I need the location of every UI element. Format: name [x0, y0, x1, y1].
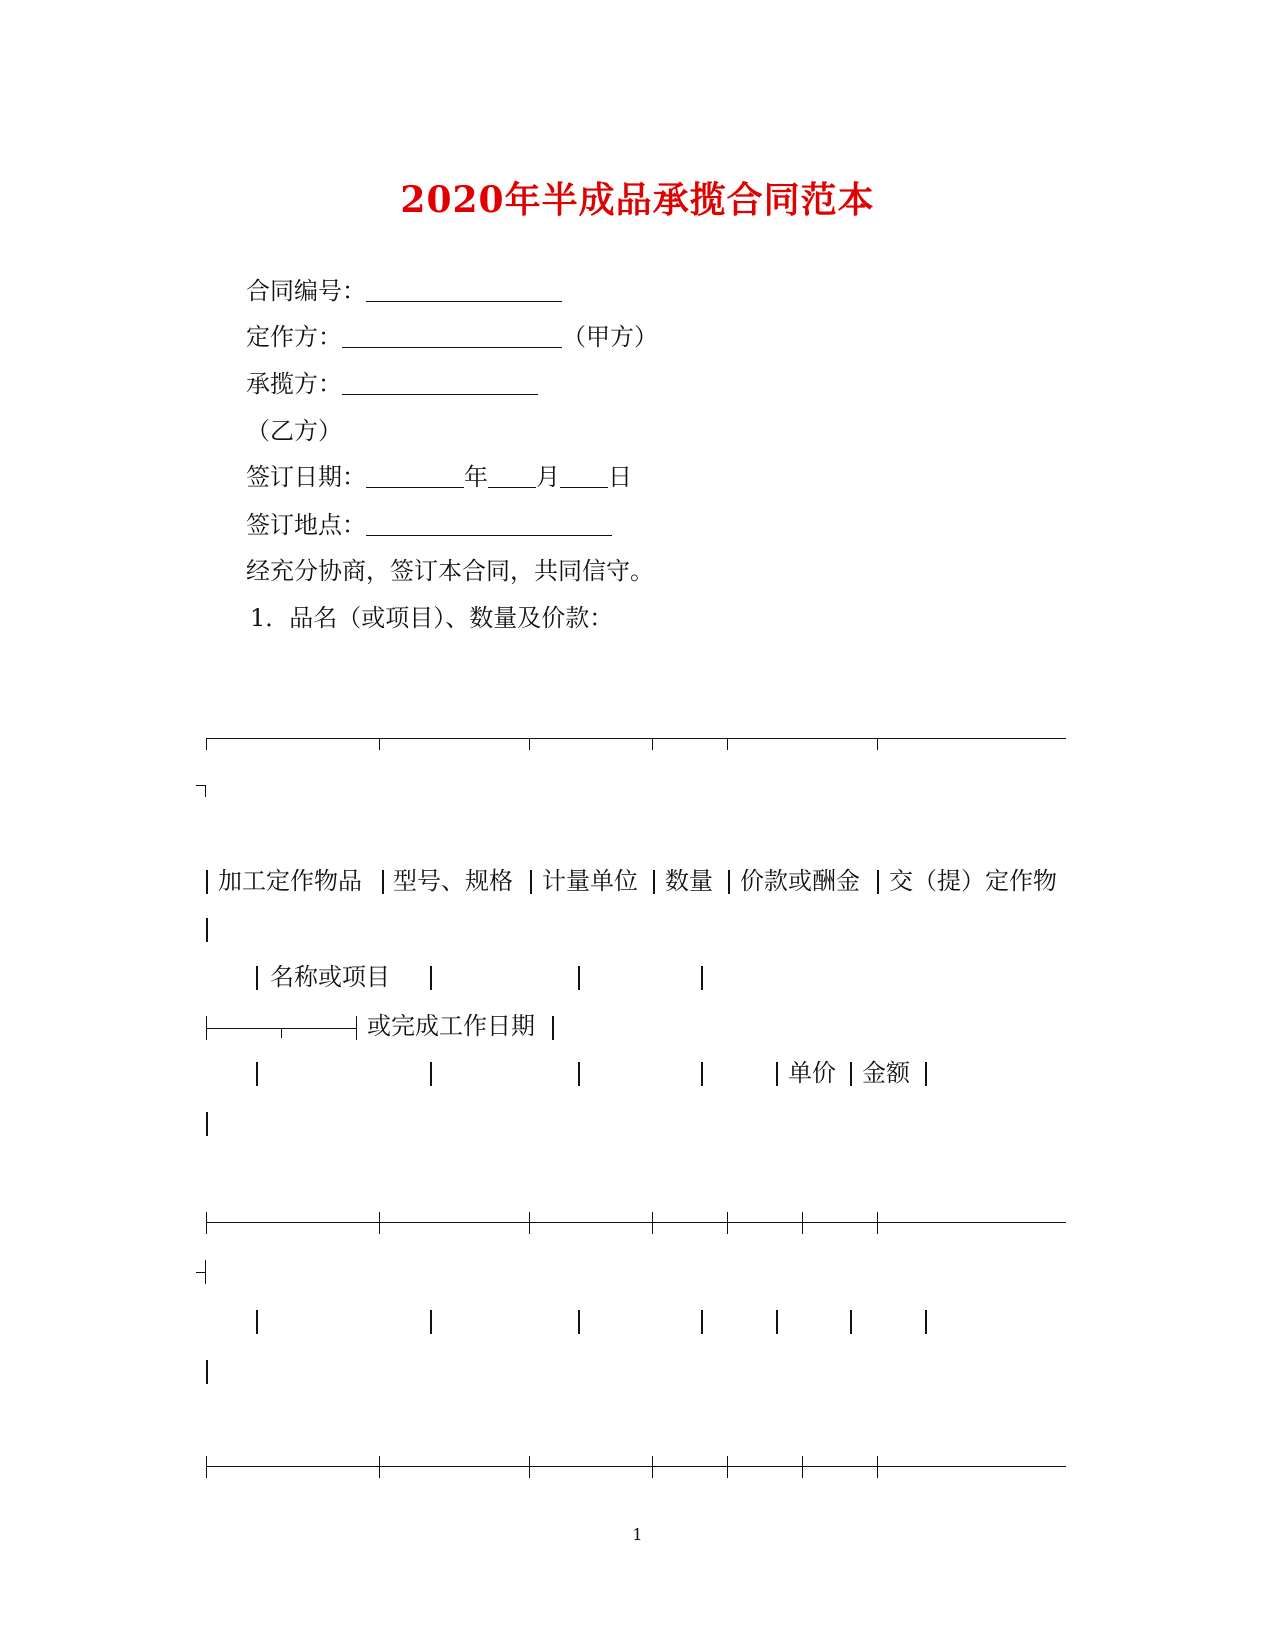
table-tick — [652, 1212, 653, 1234]
orderer-suffix: （甲方） — [562, 323, 658, 351]
table-bar — [206, 1112, 208, 1136]
table-bar — [256, 1062, 258, 1086]
table-bar — [701, 1310, 703, 1334]
table-bar — [256, 966, 258, 990]
table-bar — [728, 870, 730, 894]
day-label: 日 — [608, 463, 632, 491]
sign-place-label: 签订地点： — [246, 511, 366, 539]
table-bar — [206, 918, 208, 942]
table-rule-2 — [206, 1222, 1066, 1223]
table-bar — [206, 870, 208, 894]
table-tick — [206, 738, 207, 750]
table-bar — [530, 870, 532, 894]
table-bar — [776, 1310, 778, 1334]
table-bar — [578, 1310, 580, 1334]
table-tick — [379, 1456, 380, 1478]
table-rule-top — [206, 738, 1066, 739]
table-bar — [430, 1310, 432, 1334]
table-tick — [281, 1028, 282, 1038]
header-unit-price: 单价 — [788, 1059, 836, 1087]
table-tick — [529, 1456, 530, 1478]
table-tick — [529, 1212, 530, 1234]
table-tick — [727, 1212, 728, 1234]
header-quantity: 数量 — [665, 867, 713, 895]
table-bar — [925, 1310, 927, 1334]
table-rule-3 — [206, 1466, 1066, 1467]
table-bar — [877, 870, 879, 894]
header-unit: 计量单位 — [542, 867, 638, 895]
table-bar — [578, 966, 580, 990]
contract-number-label: 合同编号： — [246, 277, 366, 305]
table-bar — [552, 1016, 554, 1040]
orderer-blank[interactable] — [342, 325, 562, 348]
year-label: 年 — [464, 463, 488, 491]
table-tick — [529, 738, 530, 750]
contractor-blank[interactable] — [342, 372, 538, 395]
header-amount: 金额 — [862, 1059, 910, 1087]
table-bar — [701, 966, 703, 990]
table-tick — [379, 738, 380, 750]
table-bar — [578, 1062, 580, 1086]
table-bar — [382, 870, 384, 894]
sign-place-line — [246, 510, 612, 540]
header-delivery-date: 交（提）定作物 — [889, 867, 1057, 895]
sign-date-label: 签订日期： — [246, 463, 366, 491]
table-tick — [802, 1212, 803, 1234]
table-tick — [802, 1456, 803, 1478]
table-bar — [925, 1062, 927, 1086]
table-tick — [356, 1016, 357, 1040]
intro-text: 经充分协商，签订本合同，共同信守。 — [246, 557, 654, 585]
table-tick — [206, 1212, 207, 1234]
sign-day-blank[interactable] — [560, 465, 608, 488]
table-tick — [652, 738, 653, 750]
table-bar — [776, 1062, 778, 1086]
table-tick — [877, 1212, 878, 1234]
table-bar — [850, 1062, 852, 1086]
page-number: 1 — [632, 1525, 643, 1544]
orderer-line — [246, 322, 658, 352]
table-tick — [206, 1456, 207, 1478]
header-delivery-date-line2: 或完成工作日期 — [367, 1012, 535, 1040]
sign-month-blank[interactable] — [488, 465, 536, 488]
table-tick — [877, 1456, 878, 1478]
table-bar — [701, 1062, 703, 1086]
document-title: 2020年半成品承揽合同范本 — [400, 179, 875, 221]
sign-date-line — [246, 462, 632, 492]
table-tick — [379, 1212, 380, 1234]
sign-place-blank[interactable] — [366, 513, 612, 536]
contract-number-line — [246, 276, 562, 306]
header-item-name-line2: 名称或项目 — [270, 963, 390, 991]
contract-number-blank[interactable] — [366, 279, 562, 302]
table-bar — [256, 1310, 258, 1334]
section-1-heading: 1．品名（或项目）、数量及价款： — [250, 604, 614, 632]
table-bar — [850, 1310, 852, 1334]
table-tick — [652, 1456, 653, 1478]
contractor-suffix: （乙方） — [246, 417, 342, 445]
header-model-spec: 型号、规格 — [393, 867, 513, 895]
table-bar — [653, 870, 655, 894]
sign-year-blank[interactable] — [366, 465, 464, 488]
contractor-label: 承揽方： — [246, 370, 342, 398]
table-bar — [206, 1360, 208, 1384]
orderer-label: 定作方： — [246, 323, 342, 351]
contractor-line — [246, 369, 538, 399]
table-tick — [877, 738, 878, 750]
table-tick — [727, 1456, 728, 1478]
table-bar — [430, 1062, 432, 1086]
header-price: 价款或酬金 — [740, 867, 860, 895]
header-item-name: 加工定作物品 — [218, 867, 362, 895]
month-label: 月 — [536, 463, 560, 491]
table-corner — [205, 1260, 206, 1284]
table-tick — [727, 738, 728, 750]
table-bar — [430, 966, 432, 990]
table-corner — [205, 785, 206, 797]
